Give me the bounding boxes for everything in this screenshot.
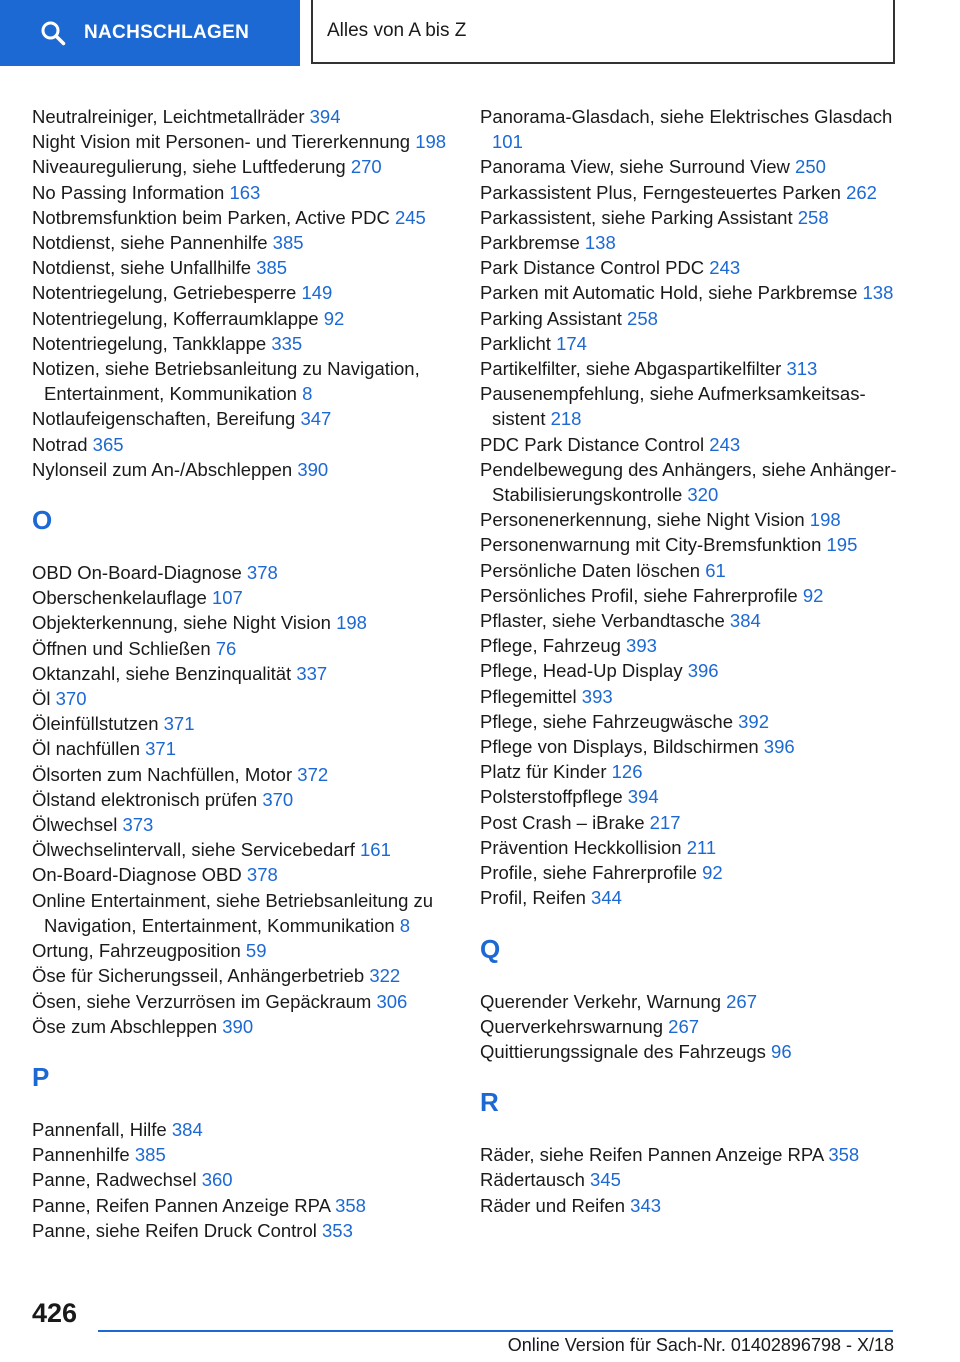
index-entry xyxy=(32,280,452,305)
index-entry xyxy=(32,255,452,280)
index-entry-page-link[interactable]: 267 xyxy=(668,1015,700,1037)
index-entry-page-link[interactable]: 384 xyxy=(171,1118,203,1140)
index-entry-term: Ölwechselintervall, siehe Servicebedarf xyxy=(32,839,355,861)
index-entry xyxy=(32,1167,452,1192)
index-entry xyxy=(480,583,900,608)
index-entry-term: Pflege von Displays, Bildschirmen xyxy=(480,736,759,758)
index-entry-term: Pflege, Fahrzeug xyxy=(480,635,621,657)
index-entry xyxy=(480,1167,900,1192)
index-letter-heading: Q xyxy=(480,933,501,964)
index-entry-page-link[interactable]: 306 xyxy=(376,990,408,1012)
index-entry xyxy=(32,432,452,457)
index-entry-term: Ölstand elektronisch prüfen xyxy=(32,788,258,810)
index-entry-page-link[interactable]: 126 xyxy=(611,761,643,783)
index-entry-page-link[interactable]: 161 xyxy=(360,839,391,861)
index-entry xyxy=(32,1193,452,1218)
index-entry-term: Pannenfall, Hilfe xyxy=(32,1118,167,1140)
index-entry xyxy=(32,938,452,963)
index-entry xyxy=(480,989,900,1014)
index-entry xyxy=(32,457,452,482)
index-entry-page-link[interactable]: 218 xyxy=(550,408,582,430)
index-entry-term: Personenwarnung mit City-Bremsfunktion xyxy=(480,534,822,556)
index-entry-page-link[interactable]: 8 xyxy=(399,914,411,936)
index-entry-page-link[interactable]: 174 xyxy=(556,332,587,354)
index-entry-term: Räder und Reifen xyxy=(480,1194,626,1216)
index-entry-term: Öffnen und Schließen xyxy=(32,637,211,659)
index-entry xyxy=(480,331,900,356)
index-entry-page-link[interactable]: 392 xyxy=(738,710,769,732)
index-entry-term: Notentriegelung, Tankklappe xyxy=(32,332,267,354)
index-entry-page-link[interactable]: 198 xyxy=(809,509,841,531)
index-entry-term: Pannenhilfe xyxy=(32,1144,130,1166)
index-entry-term: Räder, siehe Reifen Pannen Anzeige RPA xyxy=(480,1144,824,1166)
index-entry-term: Post Crash – iBrake xyxy=(480,811,645,833)
index-entry-page-link[interactable]: 385 xyxy=(272,232,304,254)
index-entry xyxy=(32,711,452,736)
index-entry-term: Panne, Reifen Pannen Anzeige RPA xyxy=(32,1194,330,1216)
index-entry-term: Querender Verkehr, Warnung xyxy=(480,990,721,1012)
index-entry-page-link[interactable]: 370 xyxy=(262,788,294,810)
index-entry-term: Partikelfilter, siehe Abgaspartikelfilter xyxy=(480,358,782,380)
index-entry xyxy=(32,636,452,661)
index-entry-term: Parkassistent, siehe Parking Assistant xyxy=(480,206,793,228)
index-entry-term: Öl nachfüllen xyxy=(32,738,140,760)
index-entry-page-link[interactable]: 101 xyxy=(492,131,523,153)
index-entry-page-link[interactable]: 107 xyxy=(211,587,243,609)
index-entry-term: Parklicht xyxy=(480,332,551,354)
index-letter-heading: O xyxy=(32,505,53,536)
index-entry-term: PDC Park Distance Control xyxy=(480,433,705,455)
index-entry-page-link[interactable]: 92 xyxy=(323,307,345,329)
index-entry xyxy=(32,560,452,585)
index-entry-page-link[interactable]: 337 xyxy=(296,662,328,684)
index-entry-page-link[interactable]: 138 xyxy=(584,232,616,254)
index-entry xyxy=(480,608,900,633)
index-entry xyxy=(480,306,900,331)
index-entry xyxy=(480,734,900,759)
index-entry-term: Quittierungssignale des Fahrzeugs xyxy=(480,1040,766,1062)
index-entry-page-link[interactable]: 76 xyxy=(215,637,237,659)
index-entry xyxy=(32,180,452,205)
index-entry-page-link[interactable]: 335 xyxy=(271,332,303,354)
index-entry xyxy=(32,963,452,988)
index-entry xyxy=(480,230,900,255)
index-entry-page-link[interactable]: 258 xyxy=(797,206,829,228)
index-entry-page-link[interactable]: 365 xyxy=(92,433,124,455)
index-entry-page-link[interactable]: 92 xyxy=(702,862,723,884)
index-entry xyxy=(480,1193,900,1218)
index-entry-term: Notentriegelung, Getriebesperre xyxy=(32,282,297,304)
index-entry xyxy=(480,633,900,658)
index-entry xyxy=(480,759,900,784)
index-entry-page-link[interactable]: 243 xyxy=(709,257,741,279)
index-entry xyxy=(32,661,452,686)
index-entry-page-link[interactable]: 396 xyxy=(763,736,795,758)
index-entry xyxy=(480,1014,900,1039)
index-entry xyxy=(480,507,900,532)
index-entry-page-link[interactable]: 378 xyxy=(246,864,278,886)
index-entry-term: Persönliches Profil, siehe Fahrerprofile xyxy=(480,584,798,606)
index-entry-page-link[interactable]: 138 xyxy=(862,282,894,304)
index-entry-page-link[interactable]: 393 xyxy=(626,635,657,657)
index-entry-term: Park Distance Control PDC xyxy=(480,257,705,279)
index-entry-term: Ölsorten zum Nachfüllen, Motor xyxy=(32,763,293,785)
index-entry xyxy=(480,457,900,507)
index-entry-page-link[interactable]: 250 xyxy=(795,156,826,178)
index-entry-term: Parkassistent Plus, Ferngesteuertes Parken xyxy=(480,181,841,203)
index-entry-term: Notbremsfunktion beim Parken, Active PDC xyxy=(32,206,390,228)
index-entry-page-link[interactable]: 384 xyxy=(729,610,761,632)
index-letter-heading: R xyxy=(480,1087,499,1118)
index-entry xyxy=(32,331,452,356)
index-entry-page-link[interactable]: 313 xyxy=(786,358,818,380)
index-entry-page-link[interactable]: 262 xyxy=(846,181,877,203)
index-entry-page-link[interactable]: 59 xyxy=(245,940,267,962)
index-entry xyxy=(32,1117,452,1142)
index-entry-page-link[interactable]: 390 xyxy=(297,458,329,480)
index-entry-page-link[interactable]: 393 xyxy=(581,685,613,707)
index-entry-term: Personenerkennung, siehe Night Vision xyxy=(480,509,805,531)
index-entry-term: Night Vision mit Personen- und Tiererkennung xyxy=(32,131,411,153)
index-entry-page-link[interactable]: 211 xyxy=(686,836,717,858)
index-entry xyxy=(32,154,452,179)
index-entry-term: On-Board-Diagnose OBD xyxy=(32,864,242,886)
index-entry-term: Panne, siehe Reifen Druck Control xyxy=(32,1219,317,1241)
index-entry-page-link[interactable]: 345 xyxy=(590,1169,621,1191)
index-entry xyxy=(480,810,900,835)
index-entry-term: Öleinfüllstutzen xyxy=(32,713,159,735)
index-entry-term: Pflaster, siehe Verbandtasche xyxy=(480,610,725,632)
index-entry xyxy=(32,989,452,1014)
index-entry-page-link[interactable]: 343 xyxy=(630,1194,662,1216)
index-entry xyxy=(32,306,452,331)
index-entry xyxy=(480,1039,900,1064)
index-entry-term: Parking Assistant xyxy=(480,307,622,329)
index-entry-page-link[interactable]: 372 xyxy=(297,763,329,785)
index-entry-page-link[interactable]: 92 xyxy=(802,584,824,606)
index-entry-term: Öse zum Abschleppen xyxy=(32,1015,218,1037)
index-entry-term: Neutralreiniger, Leichtmetallräder xyxy=(32,106,305,127)
index-entry xyxy=(480,709,900,734)
index-entry xyxy=(480,684,900,709)
index-entry xyxy=(32,230,452,255)
index-entry-term: Notlaufeigenschaften, Bereifung xyxy=(32,408,296,430)
index-entry-page-link[interactable]: 358 xyxy=(828,1144,860,1166)
index-column-right xyxy=(480,104,900,1218)
index-entry-page-link[interactable]: 385 xyxy=(134,1144,166,1166)
index-entry-term: Platz für Kinder xyxy=(480,761,607,783)
index-entry xyxy=(480,205,900,230)
index-entry xyxy=(32,1218,452,1243)
index-entry xyxy=(480,356,900,381)
index-entry-term: Notizen, siehe Betriebsanleitung zu Navigation, Entertainment, Kommunikation xyxy=(32,358,420,405)
index-entry-page-link[interactable]: 8 xyxy=(302,383,313,405)
index-entry xyxy=(480,180,900,205)
index-entry xyxy=(32,862,452,887)
index-entry xyxy=(32,686,452,711)
index-entry xyxy=(480,885,900,910)
index-entry-page-link[interactable]: 385 xyxy=(256,257,288,279)
index-entry-term: Pflegemittel xyxy=(480,685,577,707)
footer-divider xyxy=(98,1330,893,1332)
index-entry-page-link[interactable]: 344 xyxy=(591,887,622,909)
index-entry-page-link[interactable]: 370 xyxy=(55,688,87,710)
index-entry xyxy=(32,1014,452,1039)
index-entry-page-link[interactable]: 373 xyxy=(122,814,154,836)
index-entry-term: Polsterstoffpflege xyxy=(480,786,623,808)
index-entry-page-link[interactable]: 163 xyxy=(229,181,261,203)
index-entry-page-link[interactable]: 360 xyxy=(201,1169,233,1191)
index-entry-term: Profile, siehe Fahrerprofile xyxy=(480,862,697,884)
index-entry-term: Ortung, Fahrzeugposition xyxy=(32,940,241,962)
index-entry-term: Nylonseil zum An-/Abschleppen xyxy=(32,458,293,480)
index-entry-term: Notdienst, siehe Pannenhilfe xyxy=(32,232,268,254)
index-entry-page-link[interactable]: 195 xyxy=(826,534,858,556)
index-entry-page-link[interactable]: 394 xyxy=(309,106,341,127)
index-entry-term: Oktanzahl, siehe Benzinqualität xyxy=(32,662,292,684)
index-entry xyxy=(32,888,452,938)
index-entry xyxy=(480,154,900,179)
header xyxy=(0,0,960,66)
index-entry xyxy=(480,784,900,809)
index-entry-page-link[interactable]: 61 xyxy=(705,559,726,581)
index-entry-term: Rädertausch xyxy=(480,1169,585,1191)
index-entry-term: Notentriegelung, Kofferraumklappe xyxy=(32,307,319,329)
index-entry-term: Panorama-Glasdach, siehe Elektrisches Glasdach xyxy=(480,106,893,127)
index-entry-term: Persönliche Daten löschen xyxy=(480,559,701,581)
tab-nachschlagen[interactable] xyxy=(0,0,300,66)
index-entry xyxy=(480,860,900,885)
index-entry-page-link[interactable]: 267 xyxy=(726,990,757,1012)
index-entry-term: Pendelbewegung des Anhängers, siehe Anhänger-Stabilisierungskontrolle xyxy=(480,458,897,506)
index-entry-term: Prävention Heckkollision xyxy=(480,836,682,858)
index-entry-term: Pflege, siehe Fahrzeugwäsche xyxy=(480,710,733,732)
index-entry xyxy=(32,104,452,129)
index-entry xyxy=(480,280,900,305)
index-entry xyxy=(32,585,452,610)
index-entry xyxy=(32,736,452,761)
index-entry-page-link[interactable]: 358 xyxy=(335,1194,366,1216)
index-entry-term: Ösen, siehe Verzurrösen im Gepäckraum xyxy=(32,990,372,1012)
index-entry-term: No Passing Information xyxy=(32,181,225,203)
index-letter-heading: P xyxy=(32,1061,50,1092)
index-entry-term: Objekterkennung, siehe Night Vision xyxy=(32,612,331,634)
index-entry-term: Niveauregulierung, siehe Luftfederung xyxy=(32,156,346,178)
index-entry-page-link[interactable]: 243 xyxy=(709,433,741,455)
index-entry-term: OBD On-Board-Diagnose xyxy=(32,562,242,584)
index-entry-page-link[interactable]: 347 xyxy=(300,408,332,430)
index-column-left xyxy=(32,104,452,1243)
index-entry-page-link[interactable]: 96 xyxy=(771,1040,792,1062)
index-entry-page-link[interactable]: 394 xyxy=(627,786,659,808)
index-entry xyxy=(480,1142,900,1167)
index-entry-page-link[interactable]: 270 xyxy=(350,156,382,178)
index-entry xyxy=(32,406,452,431)
index-entry-term: Öse für Sicherungsseil, Anhängerbetrieb xyxy=(32,965,365,987)
search-icon xyxy=(40,20,66,46)
index-entry-term: Parken mit Automatic Hold, siehe Parkbremse xyxy=(480,282,858,304)
index-entry-term: Panne, Radwechsel xyxy=(32,1169,197,1191)
index-entry xyxy=(32,1142,452,1167)
index-entry-page-link[interactable]: 245 xyxy=(394,206,426,228)
index-entry-term: Pflege, Head-Up Display xyxy=(480,660,683,682)
index-entry-term: Parkbremse xyxy=(480,232,580,254)
index-entry-page-link[interactable]: 258 xyxy=(627,307,658,329)
index-entry xyxy=(480,658,900,683)
index-entry-term: Querverkehrswarnung xyxy=(480,1015,664,1037)
index-entry-term: Pausenempfehlung, siehe Aufmerksamkeitsassistent xyxy=(480,383,866,430)
index-entry xyxy=(480,558,900,583)
index-entry xyxy=(32,837,452,862)
section-title: Alles von A bis Z xyxy=(311,0,895,64)
index-entry xyxy=(32,762,452,787)
index-entry-term: Ölwechsel xyxy=(32,814,118,836)
index-entry-page-link[interactable]: 371 xyxy=(163,713,195,735)
index-entry-page-link[interactable]: 149 xyxy=(301,282,333,304)
tab-label: NACHSCHLAGEN xyxy=(84,22,250,43)
index-entry xyxy=(32,205,452,230)
index-entry xyxy=(32,356,452,406)
index-entry-page-link[interactable]: 378 xyxy=(246,562,278,584)
index-entry-term: Oberschenkelauflage xyxy=(32,587,207,609)
index-entry-page-link[interactable]: 198 xyxy=(415,131,447,153)
index-entry-term: Notrad xyxy=(32,433,88,455)
index-entry-term: Online Entertainment, siehe Betriebsanleitung zu Navigation, Entertainment, Kommunikation xyxy=(32,889,434,936)
index-entry-page-link[interactable]: 371 xyxy=(145,738,176,760)
index-entry-page-link[interactable]: 390 xyxy=(222,1015,254,1037)
index-entry xyxy=(480,104,900,154)
index-entry-page-link[interactable]: 217 xyxy=(649,811,681,833)
index-entry xyxy=(32,812,452,837)
index-entry-term: Profil, Reifen xyxy=(480,887,586,909)
index-entry xyxy=(32,129,452,154)
index-entry-page-link[interactable]: 320 xyxy=(687,484,719,506)
index-entry xyxy=(32,787,452,812)
index-entry xyxy=(480,835,900,860)
index-entry xyxy=(32,610,452,635)
index-entry xyxy=(480,532,900,557)
index-entry-page-link[interactable]: 198 xyxy=(336,612,367,634)
index-entry-page-link[interactable]: 396 xyxy=(687,660,719,682)
index-entry xyxy=(480,432,900,457)
index-entry-term: Panorama View, siehe Surround View xyxy=(480,156,790,178)
index-entry-page-link[interactable]: 353 xyxy=(322,1219,353,1241)
online-version-note: Online Version für Sach-Nr. 01402896798 - X/18 xyxy=(507,1335,894,1355)
page-number: 426 xyxy=(32,1298,78,1328)
index-entry xyxy=(480,381,900,431)
index-entry-term: Öl xyxy=(32,688,51,710)
index-entry xyxy=(480,255,900,280)
index-entry-page-link[interactable]: 322 xyxy=(369,965,401,987)
index-entry-term: Notdienst, siehe Unfallhilfe xyxy=(32,257,252,279)
